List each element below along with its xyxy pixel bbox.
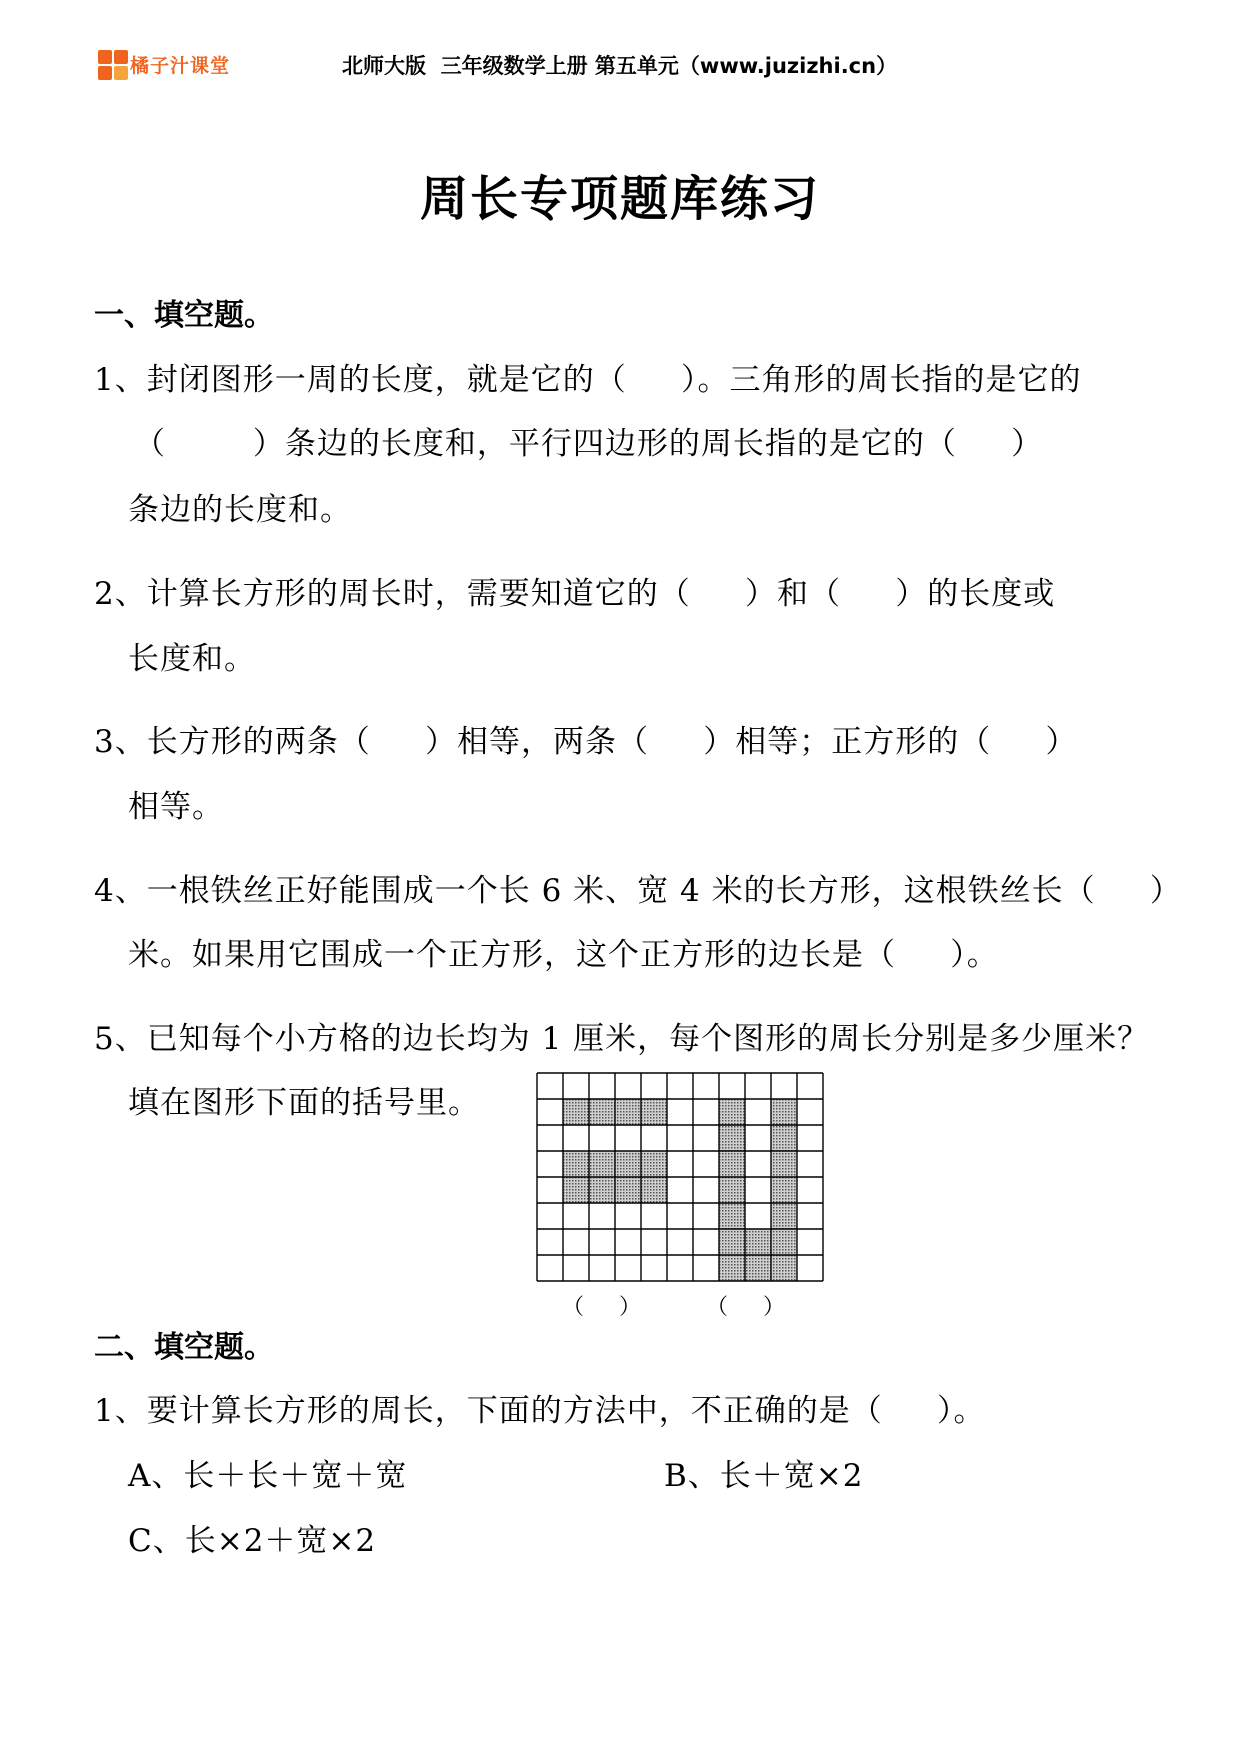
shaded-cell	[589, 1177, 615, 1203]
option-b: B、长＋宽×2	[664, 1458, 864, 1494]
shaded-cell	[641, 1177, 667, 1203]
grid-figure	[536, 1072, 830, 1282]
header-title: 北师大版 三年级数学上册 第五单元（www.juzizhi.cn）	[342, 54, 898, 78]
q5-line-2: 填在图形下面的括号里。	[128, 1085, 480, 1121]
shaded-cell	[719, 1099, 745, 1125]
shaded-cell	[771, 1177, 797, 1203]
shaded-cell	[719, 1203, 745, 1229]
q4-line-1: 4、一根铁丝正好能围成一个长 6 米、宽 4 米的长方形，这根铁丝长（ ）	[94, 873, 1182, 909]
shaded-cell	[745, 1229, 771, 1255]
answer-slot-2: （ ）	[706, 1295, 785, 1320]
q5-line-1: 5、已知每个小方格的边长均为 1 厘米，每个图形的周长分别是多少厘米？	[94, 1021, 1150, 1057]
q1-line-3: 条边的长度和。	[128, 492, 352, 528]
logo	[98, 50, 230, 78]
logo-icon	[98, 50, 126, 78]
section-1-heading: 一、填空题。	[94, 298, 274, 333]
s2-q1-stem: 1、要计算长方形的周长，下面的方法中，不正确的是（ ）。	[94, 1393, 986, 1429]
page-title: 周长专项题库练习	[419, 171, 820, 227]
page-header	[0, 44, 1240, 84]
shaded-cell	[589, 1151, 615, 1177]
shaded-cell	[719, 1151, 745, 1177]
q2-line-1: 2、计算长方形的周长时，需要知道它的（ ）和（ ）的长度或	[94, 576, 1056, 612]
shaded-cell	[641, 1151, 667, 1177]
q3-line-2: 相等。	[128, 789, 224, 825]
shaded-cell	[771, 1255, 797, 1281]
shaded-cell	[745, 1255, 771, 1281]
shaded-cell	[719, 1255, 745, 1281]
shaded-cell	[563, 1177, 589, 1203]
option-c: C、长×2＋宽×2	[128, 1523, 377, 1559]
answer-slot-1: （ ）	[562, 1295, 641, 1320]
shaded-cell	[771, 1229, 797, 1255]
q1-line-2: （ ）条边的长度和，平行四边形的周长指的是它的（ ）	[134, 426, 1044, 462]
q2-line-2: 长度和。	[128, 641, 256, 677]
shaded-cell	[615, 1099, 641, 1125]
q3-line-1: 3、长方形的两条（ ）相等，两条（ ）相等；正方形的（ ）	[94, 724, 1078, 760]
section-2-heading: 二、填空题。	[94, 1330, 274, 1365]
shaded-cell	[771, 1151, 797, 1177]
shaded-cell	[719, 1229, 745, 1255]
shaded-cell	[563, 1099, 589, 1125]
shaded-cell	[719, 1177, 745, 1203]
option-a: A、长＋长＋宽＋宽	[128, 1458, 408, 1494]
logo-text: 橘子汁课堂	[130, 54, 231, 77]
shaded-cell	[771, 1203, 797, 1229]
shaded-cell	[771, 1099, 797, 1125]
shaded-cell	[641, 1099, 667, 1125]
shaded-cell	[719, 1125, 745, 1151]
shaded-cell	[615, 1151, 641, 1177]
shaded-cell	[563, 1151, 589, 1177]
q4-line-2: 米。如果用它围成一个正方形，这个正方形的边长是（ ）。	[128, 937, 999, 973]
q1-line-1: 1、封闭图形一周的长度，就是它的（ ）。三角形的周长指的是它的	[94, 362, 1082, 398]
shaded-cell	[589, 1099, 615, 1125]
shaded-cell	[615, 1177, 641, 1203]
shaded-cell	[771, 1125, 797, 1151]
